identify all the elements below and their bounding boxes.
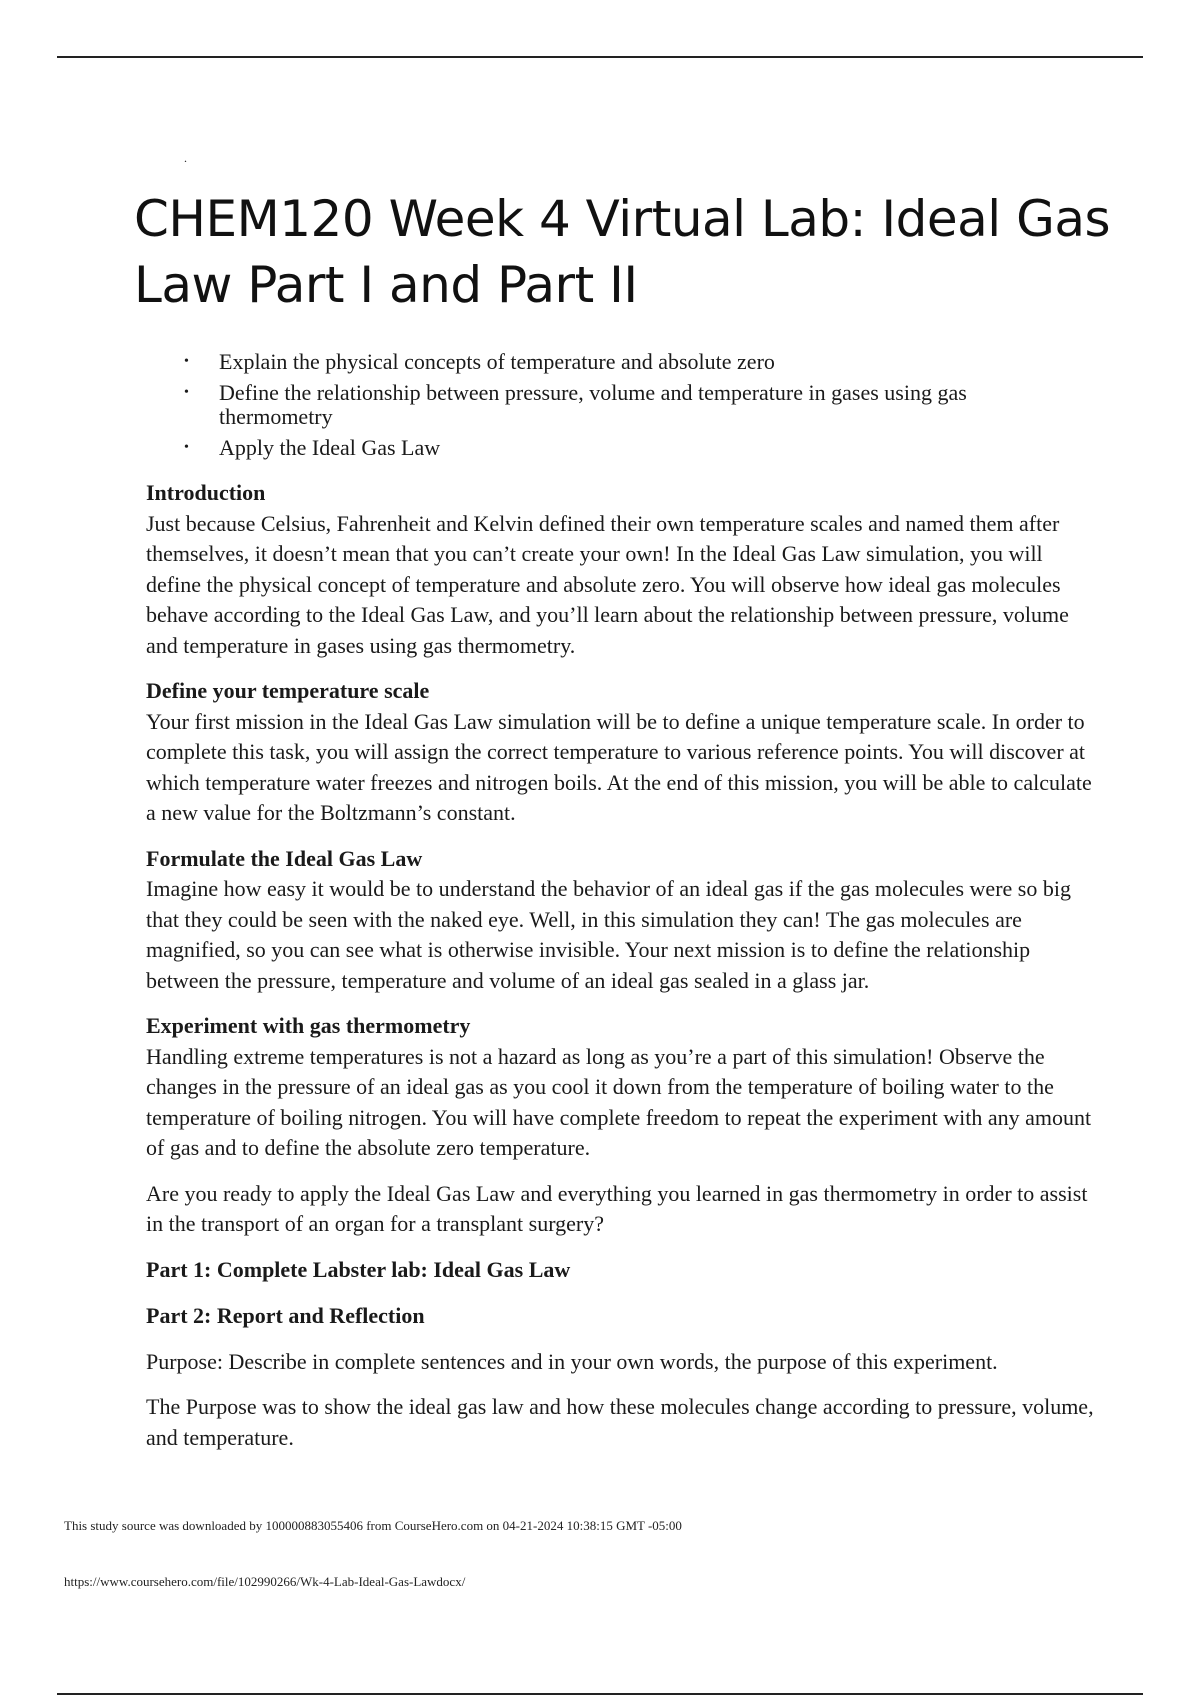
section-heading: Introduction [146,480,266,505]
part1-heading: Part 1: Complete Labster lab: Ideal Gas Law [146,1256,571,1282]
section-body: Imagine how easy it would be to understand the behavior of an ideal gas if the gas molecules were so big that they could be seen with the naked eye. Well, in this simulation they can! The gas molecules are magnified, so you can see what is otherwise invisible. Your next mission is to define the relationship between the pressure, temperature and volume of an ideal gas sealed in a glass jar. [146,876,1071,993]
top-rule [57,56,1143,58]
section-temperature-scale [146,676,1096,829]
top-dot-mark: . [184,151,187,165]
ready-paragraph: Are you ready to apply the Ideal Gas Law and everything you learned in gas thermometry in order to assist in the transport of an organ for a transplant surgery? [146,1180,1088,1236]
section-gas-thermometry [146,1011,1096,1164]
purpose-answer: The Purpose was to show the ideal gas law and how these molecules change according to pressure, volume, and temperature. [146,1394,1094,1450]
section-heading: Formulate the Ideal Gas Law [146,845,423,871]
bullet-icon: • [184,385,189,400]
download-source-note: This study source was downloaded by 100000883055406 from CourseHero.com on 04-21-2024 10:38:15 GMT -05:00 [64,1518,682,1533]
bullet-icon: • [184,440,189,455]
objective-item [184,436,1064,460]
document-title: CHEM120 Week 4 Virtual Lab: Ideal Gas Law Part I and Part II [134,190,1111,314]
objective-item [184,350,1064,374]
section-ideal-gas-law [146,844,1096,997]
part2-heading: Part 2: Report and Reflection [146,1302,425,1328]
objective-text: Apply the Ideal Gas Law [219,435,441,460]
section-body: Just because Celsius, Fahrenheit and Kelvin defined their own temperature scales and named them after themselves, it doesn’t mean that you can’t create your own! In the Ideal Gas Law simulation, you will define the physical concept of temperature and absolute zero. You will observe how ideal gas molecules behave according to the Ideal Gas Law, and you’ll learn about the relationship between pressure, volume and temperature in gases using gas thermometry. [146,510,1069,658]
objectives-list [184,350,1064,467]
section-heading: Experiment with gas thermometry [146,1013,471,1038]
bottom-rule [57,1693,1143,1695]
objective-item [184,381,1064,429]
document-body [146,478,1096,1468]
section-body: Your first mission in the Ideal Gas Law simulation will be to define a unique temperature scale. In order to complete this task, you will assign the correct temperature to various reference points. You will discover at which temperature water freezes and nitrogen boils. At the end of this mission, you will be able to calculate a new value for the Boltzmann’s constant. [146,708,1092,825]
bullet-icon: • [184,354,189,369]
purpose-prompt: Purpose: Describe in complete sentences and in your own words, the purpose of this experiment. [146,1348,998,1374]
section-introduction [146,478,1096,661]
objective-text: Define the relationship between pressure, volume and temperature in gases using gas thermometry [219,380,967,429]
objective-text: Explain the physical concepts of temperature and absolute zero [219,349,775,374]
section-body: Handling extreme temperatures is not a hazard as long as you’re a part of this simulation! Observe the changes in the pressure of an ideal gas as you cool it down from the temperature of boiling water to the temperature of boiling nitrogen. You will have complete freedom to repeat the experiment with any amount of gas and to define the absolute zero temperature. [146,1043,1092,1160]
source-url: https://www.coursehero.com/file/102990266/Wk-4-Lab-Ideal-Gas-Lawdocx/ [64,1574,466,1589]
section-heading: Define your temperature scale [146,678,430,703]
